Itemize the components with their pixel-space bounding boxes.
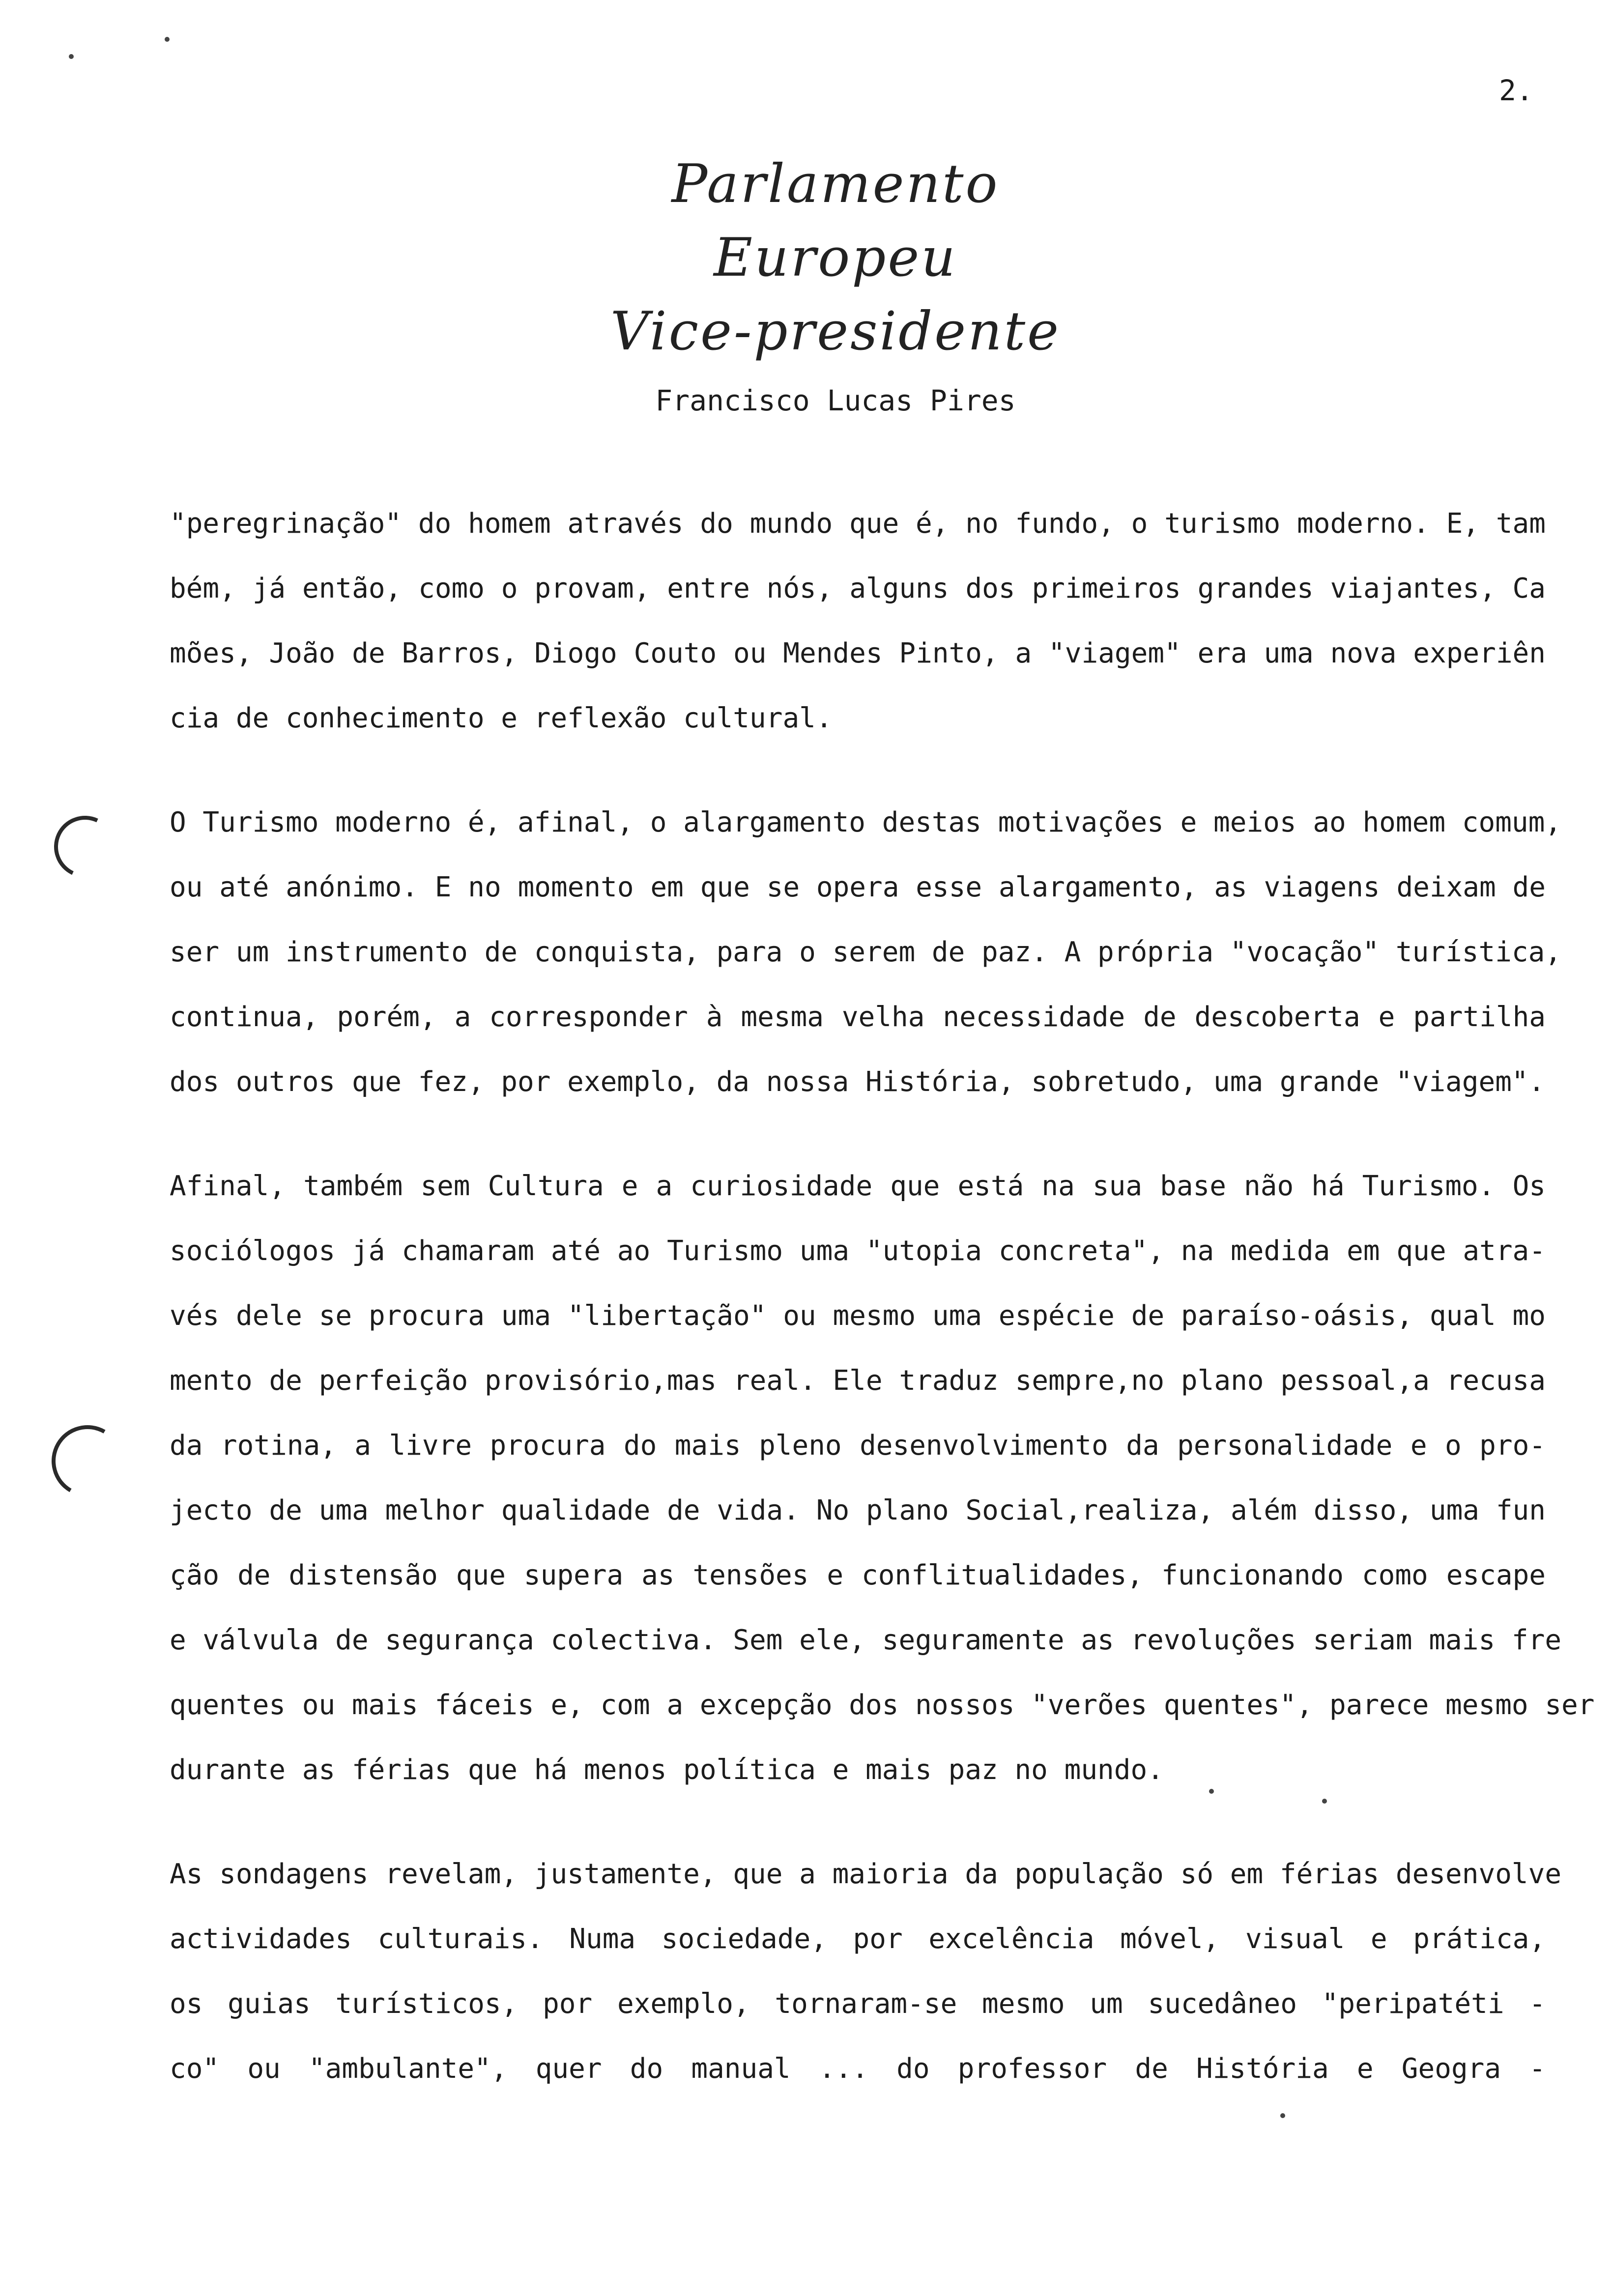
text-line: actividades culturais. Numa sociedade, por excelência móvel, visual e prática, xyxy=(170,1923,1546,1955)
punch-hole-mark xyxy=(44,1417,132,1505)
text-line: As sondagens revelam, justamente, que a maioria da população só em férias desenvolve xyxy=(170,1858,1562,1890)
text-line: mento de perfeição provisório,mas real. Ele traduz sempre,no plano pessoal,a recusa xyxy=(170,1365,1546,1397)
text-line: jecto de uma melhor qualidade de vida. No plano Social,realiza, além disso, uma fun xyxy=(170,1494,1546,1526)
paragraph xyxy=(170,1154,1595,1803)
text-line: vés dele se procura uma "libertação" ou mesmo uma espécie de paraíso-oásis, qual mo xyxy=(170,1300,1546,1332)
text-line: bém, já então, como o provam, entre nós, alguns dos primeiros grandes viajantes, Ca xyxy=(170,573,1546,604)
letterhead-name: Francisco Lucas Pires xyxy=(655,384,1016,417)
scan-speck xyxy=(69,54,74,59)
letterhead xyxy=(565,147,1106,428)
text-line: da rotina, a livre procura do mais pleno desenvolvimento da personalidade e o pro- xyxy=(170,1430,1546,1462)
text-line: ou até anónimo. E no momento em que se opera esse alargamento, as viagens deixam de xyxy=(170,871,1546,903)
letterhead-institution: Parlamento Europeu xyxy=(671,153,1000,288)
scan-speck xyxy=(1280,2113,1285,2118)
letterhead-title: Vice-presidente xyxy=(610,301,1061,362)
text-line: "peregrinação" do homem através do mundo que é, no fundo, o turismo moderno. E, tam xyxy=(170,508,1546,540)
scan-speck xyxy=(1209,1789,1214,1794)
text-line: cia de conhecimento e reflexão cultural. xyxy=(170,702,833,734)
body-text xyxy=(170,491,1595,2141)
text-line: Afinal, também sem Cultura e a curiosidade que está na sua base não há Turismo. Os xyxy=(170,1170,1546,1202)
page-number: 2. xyxy=(1499,74,1533,107)
text-line: ção de distensão que supera as tensões e conflitualidades, funcionando como escape xyxy=(170,1559,1546,1591)
text-line: ser um instrumento de conquista, para o serem de paz. A própria "vocação" turística, xyxy=(170,936,1562,968)
text-line: e válvula de segurança colectiva. Sem ele, seguramente as revoluções seriam mais fre xyxy=(170,1624,1562,1656)
text-line: sociólogos já chamaram até ao Turismo uma "utopia concreta", na medida em que atra- xyxy=(170,1235,1546,1267)
text-line: quentes ou mais fáceis e, com a excepção dos nossos "verões quentes", parece mesmo ser xyxy=(170,1689,1595,1721)
scan-speck xyxy=(1322,1799,1327,1804)
text-line: dos outros que fez, por exemplo, da nossa História, sobretudo, uma grande "viagem". xyxy=(170,1066,1545,1098)
paragraph xyxy=(170,790,1562,1115)
text-line: co" ou "ambulante", quer do manual ... do professor de História e Geogra - xyxy=(170,2053,1546,2085)
paragraph xyxy=(170,1842,1562,2101)
text-line: continua, porém, a corresponder à mesma velha necessidade de descoberta e partilha xyxy=(170,1001,1546,1033)
text-line: os guias turísticos, por exemplo, tornaram-se mesmo um sucedâneo "peripatéti - xyxy=(170,1988,1546,2020)
punch-hole-mark xyxy=(45,807,124,886)
text-line: O Turismo moderno é, afinal, o alargamento destas motivações e meios ao homem comum, xyxy=(170,806,1562,838)
scan-speck xyxy=(165,37,170,42)
paragraph xyxy=(170,491,1546,751)
text-line: durante as férias que há menos política e mais paz no mundo. xyxy=(170,1754,1164,1786)
text-line: mões, João de Barros, Diogo Couto ou Mendes Pinto, a "viagem" era uma nova experiên xyxy=(170,637,1546,669)
